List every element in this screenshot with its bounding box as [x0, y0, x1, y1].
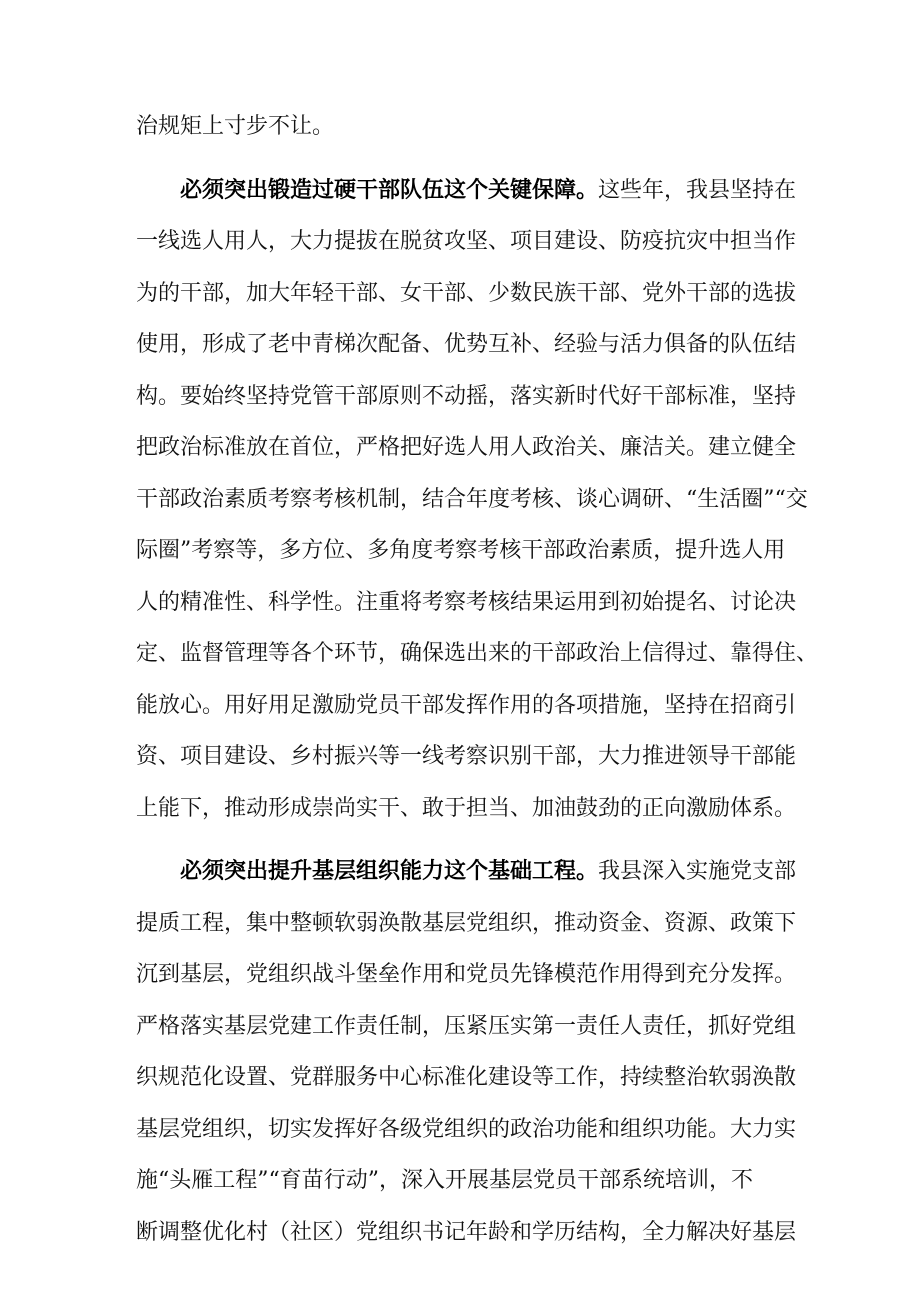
line-text: 织规范化设置、党群服务中心标准化建设等工作，持续整治软弱涣散 — [136, 1065, 797, 1090]
text-line — [0, 428, 920, 468]
line-text: 把政治标准放在首位，严格把好选人用人政治关、廉洁关。建立健全 — [136, 435, 797, 460]
text-line — [0, 531, 920, 571]
line-text: 一线选人用人，大力提拔在脱贫攻坚、项目建设、防疫抗灾中担当作 — [136, 229, 797, 254]
line-text: 这些年，我县坚持在 — [598, 178, 797, 203]
text-line — [0, 1110, 920, 1150]
text-line — [0, 686, 920, 726]
line-text: 严格落实基层党建工作责任制，压紧压实第一责任人责任，抓好党组 — [136, 1014, 797, 1039]
line-text: 治规矩上寸步不让。 — [136, 114, 335, 139]
line-text: 沉到基层，党组织战斗堡垒作用和党员先锋模范作用得到充分发挥。 — [136, 962, 797, 987]
text-line — [0, 1007, 920, 1047]
line-text: 定、监督管理等各个环节，确保选出来的干部政治上信得过、靠得住、 — [136, 641, 819, 666]
line-text: 为的干部，加大年轻干部、女干部、少数民族干部、党外干部的选拔 — [136, 281, 797, 306]
line-text: 提质工程，集中整顿软弱涣散基层党组织，推动资金、资源、政策下 — [136, 911, 797, 936]
text-line — [0, 789, 920, 829]
text-line — [0, 955, 920, 995]
line-text: 干部政治素质考察考核机制，结合年度考核、谈心调研、“生活圈”“交 — [136, 487, 808, 512]
text-line — [0, 1213, 920, 1253]
text-line — [0, 737, 920, 777]
text-line — [0, 634, 920, 674]
text-line — [0, 904, 920, 944]
text-line — [0, 1161, 920, 1201]
line-text: 使用，形成了老中青梯次配备、优势互补、经验与活力俱备的队伍结 — [136, 332, 797, 357]
text-line — [0, 1058, 920, 1098]
line-text: 能放心。用好用足激励党员干部发挥作用的各项措施，坚持在招商引 — [136, 693, 797, 718]
text-line — [0, 274, 920, 314]
text-line — [0, 583, 920, 623]
paragraph-first-line — [0, 852, 920, 892]
line-text: 基层党组织，切实发挥好各级党组织的政治功能和组织功能。大力实 — [136, 1117, 797, 1142]
line-text: 构。要始终坚持党管干部原则不动摇，落实新时代好干部标准，坚持 — [136, 384, 797, 409]
line-text: 资、项目建设、乡村振兴等一线考察识别干部，大力推进领导干部能 — [136, 744, 797, 769]
line-text: 上能下，推动形成崇尚实干、敢于担当、加油鼓劲的正向激励体系。 — [136, 796, 797, 821]
line-text: 际圈”考察等，多方位、多角度考察考核干部政治素质，提升选人用 — [136, 538, 786, 563]
line-text: 我县深入实施党支部 — [598, 859, 797, 884]
paragraph-first-line — [0, 171, 920, 211]
text-line — [0, 325, 920, 365]
text-line — [0, 107, 920, 147]
line-text: 人的精准性、科学性。注重将考察考核结果运用到初始提名、讨论决 — [136, 590, 797, 615]
line-text: 施“头雁工程”“育苗行动”，深入开展基层党员干部系统培训，不 — [136, 1168, 753, 1193]
text-line — [0, 377, 920, 417]
line-text: 断调整优化村（社区）党组织书记年龄和学历结构，全力解决好基层 — [136, 1220, 797, 1245]
paragraph-lead-heading: 必须突出锻造过硬干部队伍这个关键保障。 — [180, 178, 599, 203]
paragraph-lead-heading: 必须突出提升基层组织能力这个基础工程。 — [180, 859, 599, 884]
text-line — [0, 480, 920, 520]
text-line — [0, 222, 920, 262]
